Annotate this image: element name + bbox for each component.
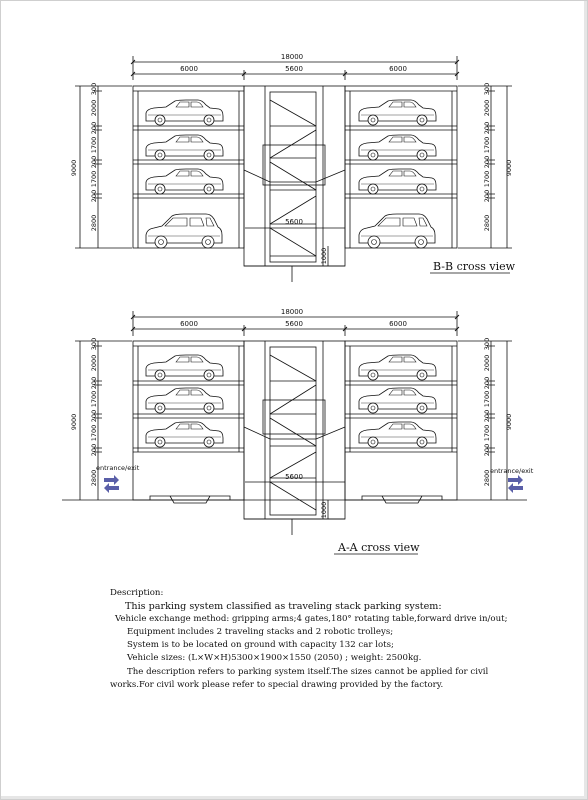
car-sedan <box>146 422 223 447</box>
dim-total-width: 18000 <box>280 53 304 61</box>
aa-dimension-labels <box>70 308 534 554</box>
dim-level-height: 1700 <box>90 136 98 154</box>
dim-left-width: 6000 <box>180 320 198 328</box>
view-title: A-A cross view <box>338 541 420 554</box>
dim-level-height: 2800 <box>90 469 98 487</box>
dim-right-width: 6000 <box>389 65 407 73</box>
dim-inner-width: 5600 <box>285 473 303 481</box>
dim-level-height: 300 <box>483 337 491 351</box>
dim-level-height: 1700 <box>90 390 98 408</box>
dim-level-height: 2000 <box>90 354 98 372</box>
car-sedan <box>146 135 223 160</box>
dim-pit-depth: 1000 <box>320 501 328 519</box>
entrance-label-right: entrance/exit <box>490 467 534 475</box>
dim-level-height: 300 <box>483 82 491 96</box>
dim-level-height: 1700 <box>483 390 491 408</box>
dim-level-height: 200 <box>483 443 491 457</box>
dim-level-height: 1700 <box>483 170 491 188</box>
dim-total-width: 18000 <box>280 308 304 316</box>
dim-level-height: 200 <box>483 409 491 423</box>
bb-cross-view <box>75 56 512 282</box>
entrance-label-left: entrance/exit <box>96 464 140 472</box>
car-suv <box>146 214 222 248</box>
description-intro: This parking system classified as traveling stack parking system: <box>125 601 442 613</box>
dim-level-height: 200 <box>483 189 491 203</box>
entrance-exit-arrow-left <box>104 475 119 493</box>
dim-level-height: 2800 <box>483 469 491 487</box>
description-line: Vehicle exchange method: gripping arms;4 gates,180° rotating table,forward drive in/out; <box>115 614 508 625</box>
dim-level-height: 2800 <box>90 214 98 232</box>
car-suv <box>359 214 435 248</box>
dim-level-height: 200 <box>483 121 491 135</box>
dim-level-height: 300 <box>90 337 98 351</box>
dim-left-width: 6000 <box>180 65 198 73</box>
dim-inner-width: 5600 <box>285 218 303 226</box>
dim-right-width: 6000 <box>389 320 407 328</box>
dim-level-height: 1700 <box>483 424 491 442</box>
dim-pit-depth: 1000 <box>320 247 328 265</box>
car-sedan <box>146 169 223 194</box>
car-sedan <box>359 422 436 447</box>
dim-level-height: 2000 <box>90 99 98 117</box>
dim-center-width: 5600 <box>285 65 303 73</box>
description-block <box>110 587 580 692</box>
description-line: Vehicle sizes: (L×W×H)5300×1900×1550 (2050) ; weight: 2500kg. <box>127 653 422 664</box>
dim-total-height: 9000 <box>70 159 78 177</box>
dim-level-height: 200 <box>90 189 98 203</box>
dim-total-height: 9000 <box>70 413 78 431</box>
car-sedan <box>359 135 436 160</box>
description-line: works.For civil work please refer to special drawing provided by the factory. <box>110 679 444 690</box>
dim-level-height: 2800 <box>483 214 491 232</box>
car-sedan <box>146 388 223 413</box>
car-sedan <box>359 355 436 380</box>
car-sedan <box>359 169 436 194</box>
dim-level-height: 1700 <box>90 170 98 188</box>
dim-level-height: 300 <box>90 82 98 96</box>
dim-level-height: 200 <box>90 155 98 169</box>
dim-level-height: 200 <box>90 443 98 457</box>
car-sedan <box>146 100 223 125</box>
car-sedan <box>359 388 436 413</box>
view-title: B-B cross view <box>433 260 516 273</box>
dim-total-height: 9000 <box>505 159 513 177</box>
description-heading: Description: <box>110 588 164 598</box>
dim-level-height: 200 <box>90 376 98 390</box>
description-line: Equipment includes 2 traveling stacks and 2 robotic trolleys; <box>127 627 394 638</box>
dim-level-height: 1700 <box>483 136 491 154</box>
dim-level-height: 1700 <box>90 424 98 442</box>
car-sedan <box>359 100 436 125</box>
aa-cross-view <box>62 311 527 535</box>
dim-level-height: 200 <box>90 409 98 423</box>
dim-level-height: 200 <box>483 155 491 169</box>
dim-level-height: 2000 <box>483 354 491 372</box>
description-line: System is to be located on ground with capacity 132 car lots; <box>127 640 394 651</box>
dim-level-height: 200 <box>90 121 98 135</box>
dim-level-height: 200 <box>483 376 491 390</box>
car-sedan <box>146 355 223 380</box>
dim-total-height: 9000 <box>505 413 513 431</box>
entrance-exit-arrow-right <box>508 475 523 493</box>
dim-level-height: 2000 <box>483 99 491 117</box>
dim-center-width: 5600 <box>285 320 303 328</box>
description-line: The description refers to parking system itself.The sizes cannot be applied for civil <box>127 666 489 677</box>
